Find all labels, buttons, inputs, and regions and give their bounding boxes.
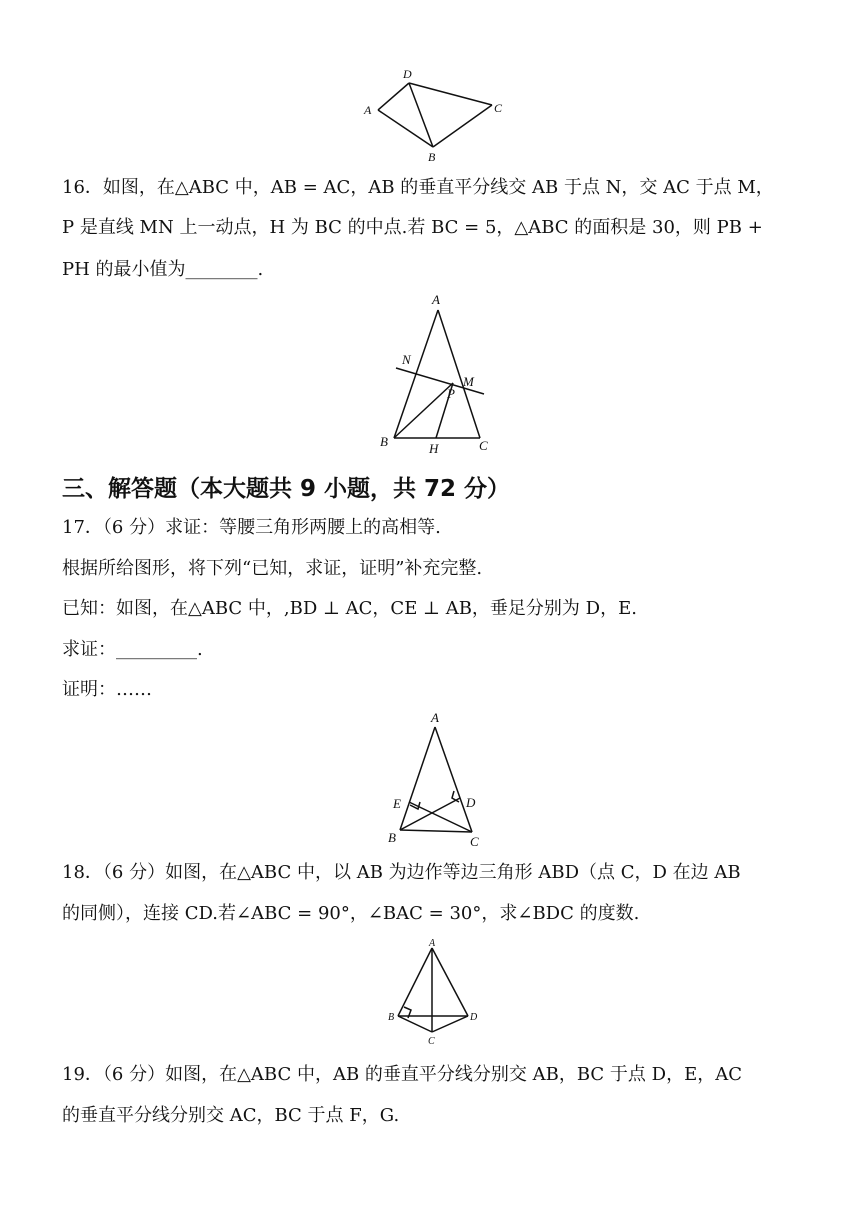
label-d: D <box>466 795 476 810</box>
label-a: A <box>432 292 440 307</box>
label-d: D <box>470 1012 478 1023</box>
label-b: B <box>388 830 396 845</box>
label-b: B <box>428 150 436 164</box>
q17-line-4: 求证：_________. <box>62 639 203 660</box>
label-h: H <box>429 441 439 456</box>
section-heading: 三、解答题（本大题共 9 小题，共 72 分） <box>62 476 511 502</box>
q18-line-2: 的同侧），连接 CD.若∠ABC = 90°，∠BAC = 30°，求∠BDC 的度数. <box>62 903 640 924</box>
label-p: P <box>447 386 455 401</box>
label-c: C <box>428 1036 435 1047</box>
q17-line-3: 已知：如图，在△ABC 中，,BD ⊥ AC，CE ⊥ AB，垂足分别为 D，E. <box>62 598 637 619</box>
q19-line-1: 19．（6 分）如图，在△ABC 中，AB 的垂直平分线分别交 AB，BC 于点 D，E，AC <box>62 1064 742 1085</box>
label-c: C <box>470 834 479 849</box>
q17-line-5: 证明：…… <box>62 679 152 700</box>
q18-line-1: 18．（6 分）如图，在△ABC 中，以 AB 为边作等边三角形 ABD（点 C，D 在边 AB <box>62 862 741 883</box>
figure-quadrilateral-abcd <box>360 66 510 166</box>
q16-line-1: 16．如图，在△ABC 中，AB = AC，AB 的垂直平分线交 AB 于点 N，交 AC 于点 M， <box>62 177 774 198</box>
q16-line-3: PH 的最小值为________. <box>62 259 264 280</box>
label-e: E <box>393 796 401 811</box>
q19-line-2: 的垂直平分线分别交 AC，BC 于点 F，G. <box>62 1105 400 1126</box>
figure-q16-triangle <box>372 290 502 456</box>
label-a: A <box>429 938 436 949</box>
label-c: C <box>494 101 503 115</box>
q16-line-2: P 是直线 MN 上一动点，H 为 BC 的中点.若 BC = 5，△ABC 的面积是 30，则 PB + <box>62 217 763 238</box>
label-c: C <box>479 438 488 453</box>
label-b: B <box>388 1012 395 1023</box>
label-a: A <box>431 710 439 725</box>
label-d: D <box>403 67 412 81</box>
label-b: B <box>380 434 388 449</box>
figure-q17-triangle <box>382 710 492 850</box>
figure-q18-triangle <box>384 936 484 1046</box>
q17-line-1: 17．（6 分）求证：等腰三角形两腰上的高相等. <box>62 517 441 538</box>
q17-line-2: 根据所给图形，将下列“已知，求证，证明”补充完整. <box>62 558 483 579</box>
label-m: M <box>463 374 474 389</box>
label-a: A <box>364 103 372 117</box>
label-n: N <box>402 352 411 367</box>
